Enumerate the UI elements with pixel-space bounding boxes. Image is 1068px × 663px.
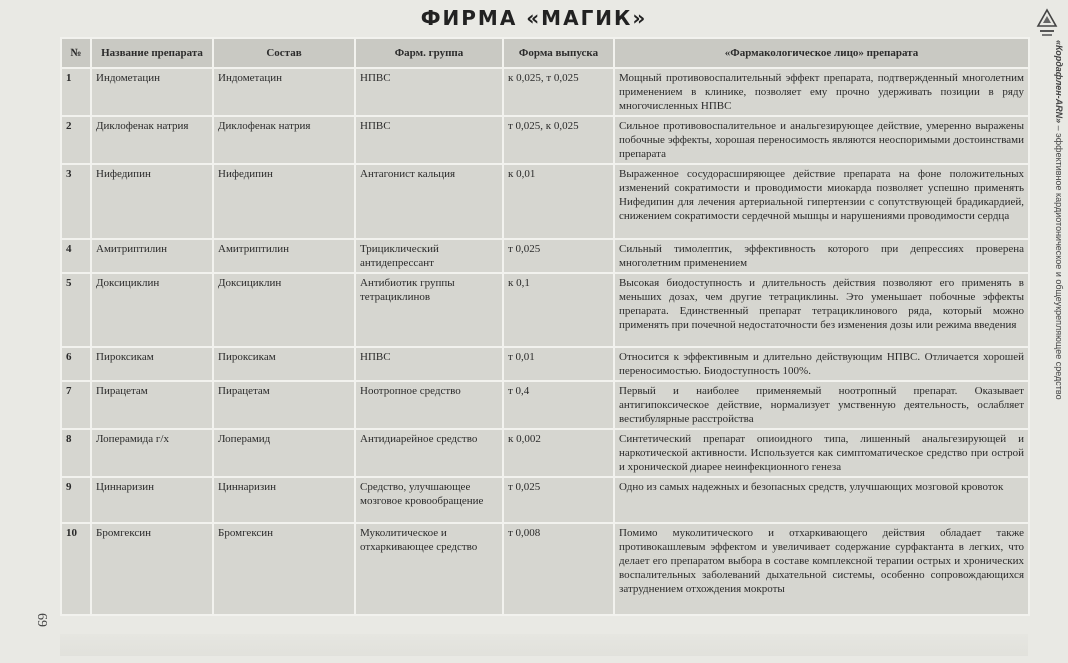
side-caption-rest: – эффективное кардиотоническое и общеукрепляющее средство: [1054, 123, 1064, 400]
row-release-form: т 0,025, к 0,025: [503, 116, 614, 164]
row-number: 1: [61, 68, 91, 116]
row-pharm-group: НПВС: [355, 68, 503, 116]
table-row: [61, 239, 1029, 273]
row-release-form: т 0,4: [503, 381, 614, 429]
page-title: ФИРМА «МАГИК»: [420, 6, 648, 30]
side-caption-brand: «Кордафлен-ARN»: [1054, 40, 1064, 124]
table-row: [61, 116, 1029, 164]
table-row: [61, 68, 1029, 116]
row-number: 5: [61, 273, 91, 347]
row-number: 2: [61, 116, 91, 164]
row-release-form: к 0,025, т 0,025: [503, 68, 614, 116]
row-composition: Пироксикам: [213, 347, 355, 381]
triangle-logo-icon: [1036, 8, 1058, 38]
row-release-form: к 0,002: [503, 429, 614, 477]
row-pharm-group: Трициклический антидепрессант: [355, 239, 503, 273]
table-row: [61, 429, 1029, 477]
row-composition: Нифедипин: [213, 164, 355, 239]
row-number: 6: [61, 347, 91, 381]
row-drug-name: Циннаризин: [91, 477, 213, 523]
row-composition: Амитриптилин: [213, 239, 355, 273]
header-pharm-profile: «Фармакологическое лицо» препарата: [614, 38, 1029, 68]
row-release-form: т 0,025: [503, 477, 614, 523]
row-pharm-profile: Высокая биодоступность и длительность действия позволяют его применять в меньших дозах, чем другие тетрациклины. Это уменьшает побочные эффекты препарата. Единственный препарат тетрациклинового ряда, который можно применять при почечной недостаточности без изменения дозы или режима введения: [614, 273, 1029, 347]
row-number: 8: [61, 429, 91, 477]
row-drug-name: Амитриптилин: [91, 239, 213, 273]
row-drug-name: Нифедипин: [91, 164, 213, 239]
row-drug-name: Диклофенак натрия: [91, 116, 213, 164]
row-pharm-group: Ноотропное средство: [355, 381, 503, 429]
row-pharm-group: НПВС: [355, 116, 503, 164]
row-drug-name: Пирацетам: [91, 381, 213, 429]
row-drug-name: Пироксикам: [91, 347, 213, 381]
row-number: 3: [61, 164, 91, 239]
row-pharm-profile: Сильный тимолептик, эффективность которого при депрессиях проверена многолетним применением: [614, 239, 1029, 273]
row-release-form: т 0,01: [503, 347, 614, 381]
row-pharm-group: Антагонист кальция: [355, 164, 503, 239]
header-drug-name: Название препарата: [91, 38, 213, 68]
row-number: 7: [61, 381, 91, 429]
row-drug-name: Бромгексин: [91, 523, 213, 615]
row-drug-name: Лоперамида г/х: [91, 429, 213, 477]
row-pharm-profile: Мощный противовоспалительный эффект препарата, подтвержденный многолетним применением в клинике, позволяет ему прочно удерживать позиции в ряду многочисленных НПВС: [614, 68, 1029, 116]
table-header: [61, 38, 1029, 68]
row-pharm-group: Антидиарейное средство: [355, 429, 503, 477]
row-pharm-profile: Первый и наиболее применяемый ноотропный препарат. Оказывает антигипоксическое действие, нормализует умственную деятельность, ослабляет вестибулярные расстройства: [614, 381, 1029, 429]
row-composition: Доксициклин: [213, 273, 355, 347]
table-row: [61, 347, 1029, 381]
header-pharm-group: Фарм. группа: [355, 38, 503, 68]
table-row: [61, 164, 1029, 239]
row-pharm-group: НПВС: [355, 347, 503, 381]
side-caption: [1050, 40, 1064, 460]
header-number: №: [61, 38, 91, 68]
row-release-form: т 0,025: [503, 239, 614, 273]
row-number: 9: [61, 477, 91, 523]
row-pharm-profile: Помимо муколитического и отхаркивающего действия обладает также противокашлевым эффектом и увеличивает содержание сурфактанта в легких, что делает его препаратом выбора в составе комплексной терапии острых и хронических воспалительных заболеваний дыхательной системы, особенно сопровождающихся затруднением отхождения мокроты: [614, 523, 1029, 615]
row-pharm-profile: Одно из самых надежных и безопасных средств, улучшающих мозговой кровоток: [614, 477, 1029, 523]
bleed-through-shadow: [60, 634, 1028, 656]
table-row: [61, 523, 1029, 615]
table-row: [61, 381, 1029, 429]
row-pharm-profile: Сильное противовоспалительное и анальгезирующее действие, умеренно выражены побочные эффекты, хорошая переносимость являются неоспоримыми достоинствами препарата: [614, 116, 1029, 164]
row-release-form: к 0,1: [503, 273, 614, 347]
row-composition: Индометацин: [213, 68, 355, 116]
row-pharm-profile: Относится к эффективным и длительно действующим НПВС. Отличается хорошей переносимостью. Биодоступность 100%.: [614, 347, 1029, 381]
row-composition: Лоперамид: [213, 429, 355, 477]
row-composition: Пирацетам: [213, 381, 355, 429]
row-drug-name: Индометацин: [91, 68, 213, 116]
row-number: 4: [61, 239, 91, 273]
row-number: 10: [61, 523, 91, 615]
row-composition: Циннаризин: [213, 477, 355, 523]
row-pharm-group: Антибиотик группы тетрациклинов: [355, 273, 503, 347]
row-pharm-profile: Выраженное сосудорасширяющее действие препарата на фоне положительных изменений сократимости и проводимости миокарда позволяет успешно применять Нифедипин для лечения артериальной гипертензии с сопутствующей брадикардией, снижением сократимости сердечной мышцы и нарушениями проводимости сердца: [614, 164, 1029, 239]
row-drug-name: Доксициклин: [91, 273, 213, 347]
page-number: 69: [34, 613, 49, 627]
header-release-form: Форма выпуска: [503, 38, 614, 68]
table-row: [61, 477, 1029, 523]
drug-table: [60, 37, 1030, 616]
row-pharm-group: Средство, улучшающее мозговое кровообращение: [355, 477, 503, 523]
row-release-form: т 0,008: [503, 523, 614, 615]
row-release-form: к 0,01: [503, 164, 614, 239]
row-pharm-profile: Синтетический препарат опиоидного типа, лишенный анальгезирующей и наркотической активности. Используется как симптоматическое средство при острой и хронической диарее неинфекционного генеза: [614, 429, 1029, 477]
row-composition: Диклофенак натрия: [213, 116, 355, 164]
row-composition: Бромгексин: [213, 523, 355, 615]
header-composition: Состав: [213, 38, 355, 68]
table-body: [61, 68, 1029, 615]
header-row: [61, 38, 1029, 68]
row-pharm-group: Муколитическое и отхаркивающее средство: [355, 523, 503, 615]
table-row: [61, 273, 1029, 347]
